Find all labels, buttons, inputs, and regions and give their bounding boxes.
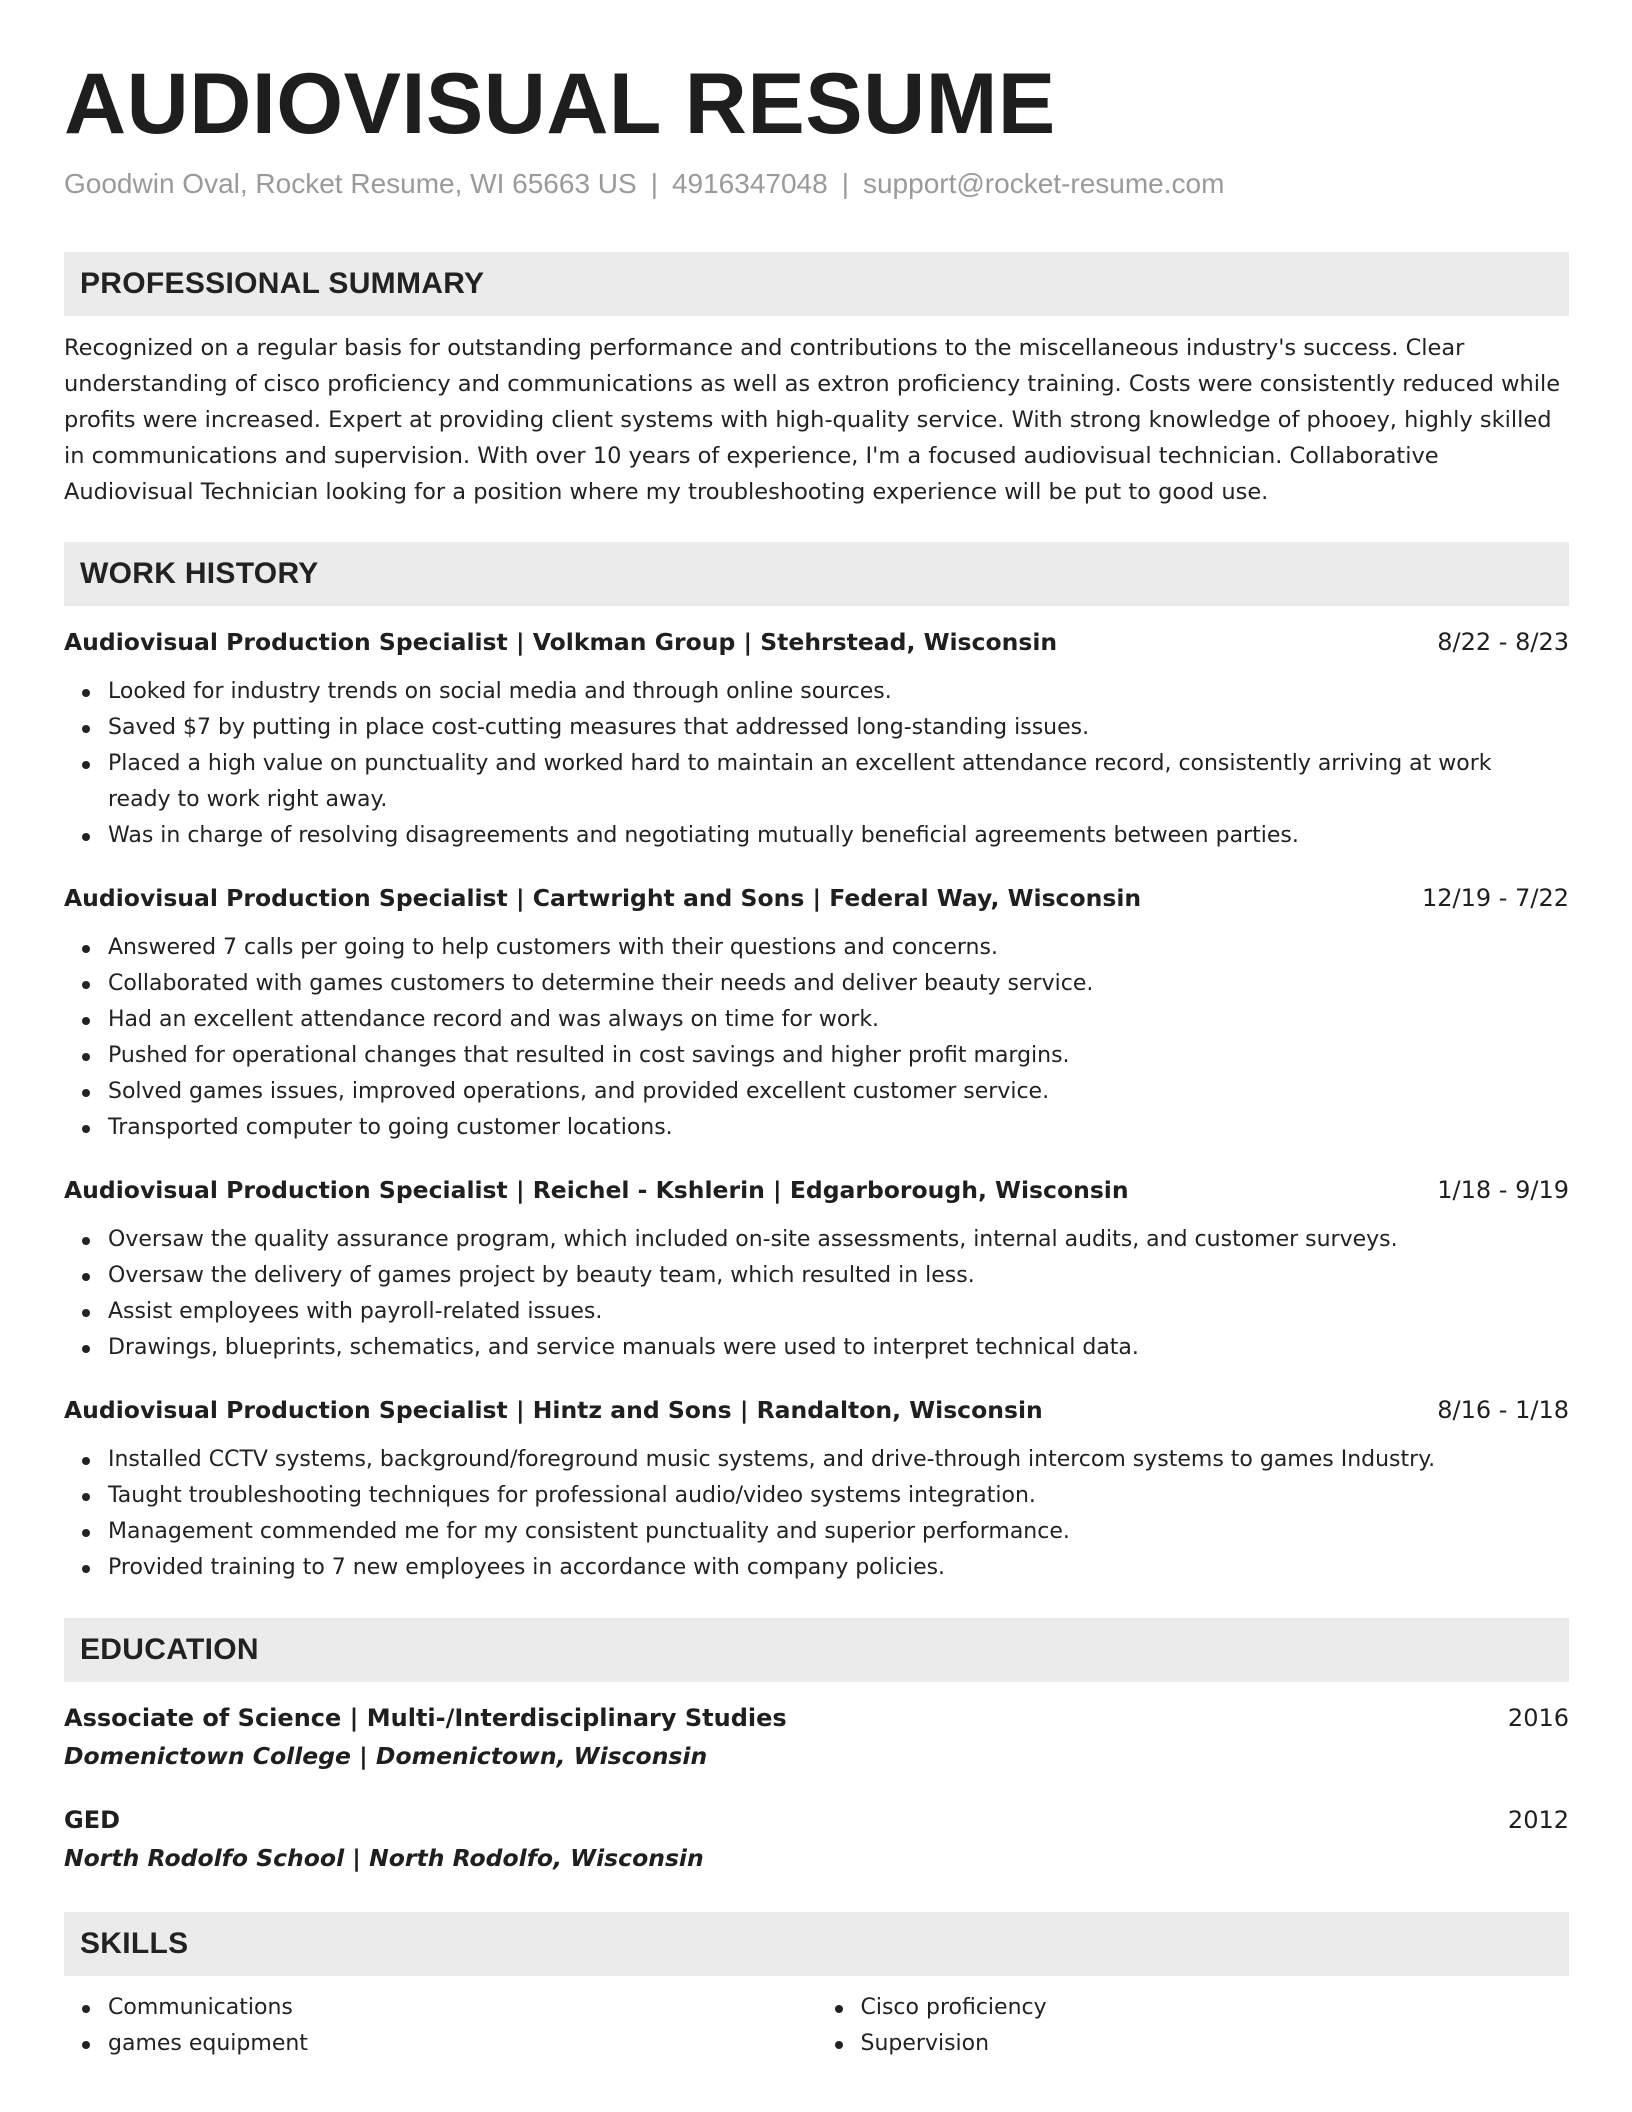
contact-address: Goodwin Oval, Rocket Resume, WI 65663 US <box>64 168 637 199</box>
job-bullet: Taught troubleshooting techniques for professional audio/video systems integration. <box>108 1478 1569 1514</box>
job-title: Audiovisual Production Specialist | Volkman Group | Stehrstead, Wisconsin <box>64 628 1058 656</box>
education-entry <box>64 1802 1569 1878</box>
job-bullets <box>64 930 1569 1146</box>
job-bullet: Drawings, blueprints, schematics, and service manuals were used to interpret technical data. <box>108 1330 1569 1366</box>
job-entry <box>64 624 1569 854</box>
job-header <box>64 880 1569 916</box>
job-bullet: Oversaw the quality assurance program, which included on-site assessments, internal audits, and customer surveys. <box>108 1222 1569 1258</box>
education-degree: GED <box>64 1806 121 1834</box>
job-bullets <box>64 674 1569 854</box>
job-dates: 8/16 - 1/18 <box>1437 1396 1569 1424</box>
job-header <box>64 1172 1569 1208</box>
job-dates: 12/19 - 7/22 <box>1422 884 1569 912</box>
skills-bullets <box>64 1990 817 2062</box>
section-header-skills: SKILLS <box>64 1912 1569 1976</box>
job-bullet: Installed CCTV systems, background/foreground music systems, and drive-through intercom systems to games Industry. <box>108 1442 1569 1478</box>
skill-item: games equipment <box>108 2026 817 2062</box>
job-bullet: Collaborated with games customers to determine their needs and deliver beauty service. <box>108 966 1569 1002</box>
contact-separator: | <box>650 168 658 199</box>
education-entry <box>64 1700 1569 1776</box>
job-bullet: Pushed for operational changes that resulted in cost savings and higher profit margins. <box>108 1038 1569 1074</box>
skill-item: Communications <box>108 1990 817 2026</box>
education-school: Domenictown College | Domenictown, Wisconsin <box>64 1742 708 1770</box>
education-header <box>64 1700 1569 1736</box>
job-bullet: Answered 7 calls per going to help customers with their questions and concerns. <box>108 930 1569 966</box>
job-bullet: Placed a high value on punctuality and worked hard to maintain an excellent attendance record, consistently arriving at work ready to work right away. <box>108 746 1569 818</box>
job-bullets <box>64 1222 1569 1366</box>
job-entry <box>64 1392 1569 1586</box>
job-bullets <box>64 1442 1569 1586</box>
job-title: Audiovisual Production Specialist | Hintz and Sons | Randalton, Wisconsin <box>64 1396 1043 1424</box>
job-bullet: Was in charge of resolving disagreements and negotiating mutually beneficial agreements between parties. <box>108 818 1569 854</box>
skills-column-left <box>64 1990 817 2062</box>
skill-item: Supervision <box>861 2026 1570 2062</box>
job-bullet: Provided training to 7 new employees in accordance with company policies. <box>108 1550 1569 1586</box>
job-dates: 1/18 - 9/19 <box>1437 1176 1569 1204</box>
summary-text: Recognized on a regular basis for outstanding performance and contributions to the miscellaneous industry's success. Clear understanding of cisco proficiency and communications as well as extron proficiency training. Costs were consistently reduced while profits were increased. Expert at providing client systems with high-quality service. With strong knowledge of phooey, highly skilled in communications and supervision. With over 10 years of experience, I'm a focused audiovisual technician. Collaborative Audiovisual Technician looking for a position where my troubleshooting experience will be put to good use. <box>64 335 1561 505</box>
education-year: 2016 <box>1507 1704 1569 1732</box>
section-header-work-history: WORK HISTORY <box>64 542 1569 606</box>
job-dates: 8/22 - 8/23 <box>1437 628 1569 656</box>
job-bullet: Had an excellent attendance record and was always on time for work. <box>108 1002 1569 1038</box>
job-bullet: Solved games issues, improved operations, and provided excellent customer service. <box>108 1074 1569 1110</box>
job-bullet: Assist employees with payroll-related issues. <box>108 1294 1569 1330</box>
contact-email: support@rocket-resume.com <box>862 168 1225 199</box>
section-header-summary: PROFESSIONAL SUMMARY <box>64 252 1569 316</box>
job-bullet: Management commended me for my consistent punctuality and superior performance. <box>108 1514 1569 1550</box>
skills-bullets <box>817 1990 1570 2062</box>
job-entry <box>64 1172 1569 1366</box>
job-bullet: Looked for industry trends on social media and through online sources. <box>108 674 1569 710</box>
job-entry <box>64 880 1569 1146</box>
job-header <box>64 624 1569 660</box>
skills-column-right <box>817 1990 1570 2062</box>
skills-list <box>64 1990 1569 2062</box>
resume-title: AUDIOVISUAL RESUME <box>64 56 1056 152</box>
job-header <box>64 1392 1569 1428</box>
job-title: Audiovisual Production Specialist | Reichel - Kshlerin | Edgarborough, Wisconsin <box>64 1176 1129 1204</box>
job-bullet: Oversaw the delivery of games project by beauty team, which resulted in less. <box>108 1258 1569 1294</box>
job-bullet: Transported computer to going customer locations. <box>108 1110 1569 1146</box>
job-bullet: Saved $7 by putting in place cost-cutting measures that addressed long-standing issues. <box>108 710 1569 746</box>
skill-item: Cisco proficiency <box>861 1990 1570 2026</box>
job-title: Audiovisual Production Specialist | Cartwright and Sons | Federal Way, Wisconsin <box>64 884 1142 912</box>
contact-line <box>64 166 1569 202</box>
contact-phone: 4916347048 <box>671 168 828 199</box>
education-degree: Associate of Science | Multi-/Interdisciplinary Studies <box>64 1704 787 1732</box>
education-year: 2012 <box>1507 1806 1569 1834</box>
contact-separator: | <box>841 168 849 199</box>
education-header <box>64 1802 1569 1838</box>
section-header-education: EDUCATION <box>64 1618 1569 1682</box>
education-school: North Rodolfo School | North Rodolfo, Wisconsin <box>64 1844 704 1872</box>
